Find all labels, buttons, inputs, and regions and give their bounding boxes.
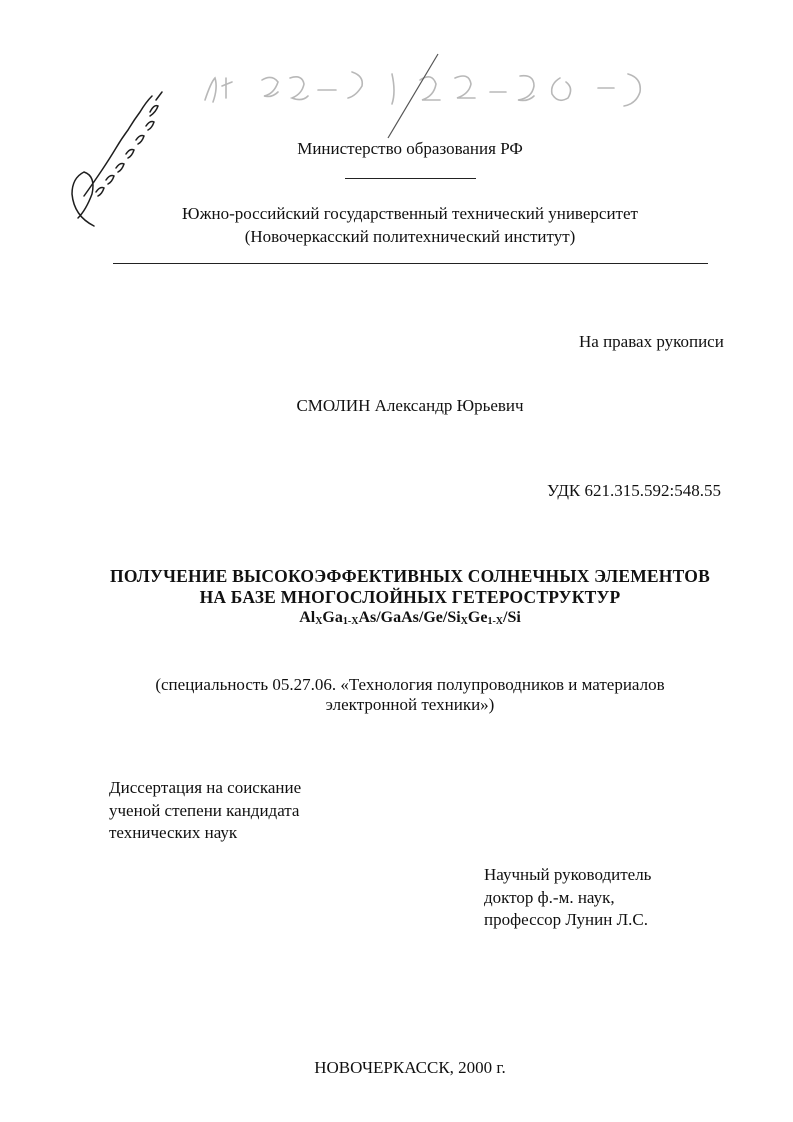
formula-subscript: X [460, 616, 468, 627]
supervisor-line: Научный руководитель [484, 865, 652, 884]
dissertation-block [109, 777, 301, 845]
dissertation-line: ученой степени кандидата [109, 800, 300, 820]
udc-code: УДК 621.315.592:548.55 [547, 481, 721, 500]
formula-subscript: 1-X [487, 616, 504, 627]
supervisor-line: доктор ф.-м. наук, [484, 887, 615, 907]
formula-subscript: X [315, 616, 323, 627]
formula-part: Al [299, 609, 316, 626]
title-line-2: НА БАЗЕ МНОГОСЛОЙНЫХ ГЕТЕРОСТРУКТУР [199, 587, 621, 607]
supervisor-block [484, 864, 651, 932]
specialty-line-1: (специальность 05.27.06. «Технология полупроводников и материалов [155, 675, 665, 694]
formula-part: Ga [322, 609, 343, 626]
ministry-divider [345, 178, 476, 179]
supervisor-line: профессор Лунин Л.С. [484, 910, 648, 929]
formula-part: As/GaAs/Ge/Si [358, 609, 461, 626]
header-divider [113, 263, 708, 264]
ministry-heading: Министерство образования РФ [297, 139, 523, 158]
dissertation-line: технических наук [109, 823, 238, 842]
dissertation-line: Диссертация на соискание [109, 778, 302, 797]
institute-name: (Новочеркасский политехнический институт) [244, 227, 576, 246]
author-name: СМОЛИН Александр Юрьевич [296, 396, 524, 415]
manuscript-note: На правах рукописи [579, 332, 724, 351]
university-name: Южно-российский государственный технический университет [182, 204, 638, 223]
city-year: НОВОЧЕРКАССК, 2000 г. [314, 1058, 506, 1077]
title-line-1: ПОЛУЧЕНИЕ ВЫСОКОЭФФЕКТИВНЫХ СОЛНЕЧНЫХ ЭЛЕМЕНТОВ [110, 566, 710, 586]
specialty-line-2: электронной техники») [325, 695, 495, 714]
formula-subscript: 1-X [342, 616, 359, 627]
formula-part: Ge [467, 609, 488, 626]
archive-number-scribble [205, 72, 640, 106]
heterostructure-formula [0, 609, 793, 627]
formula-part: /Si [503, 609, 521, 626]
